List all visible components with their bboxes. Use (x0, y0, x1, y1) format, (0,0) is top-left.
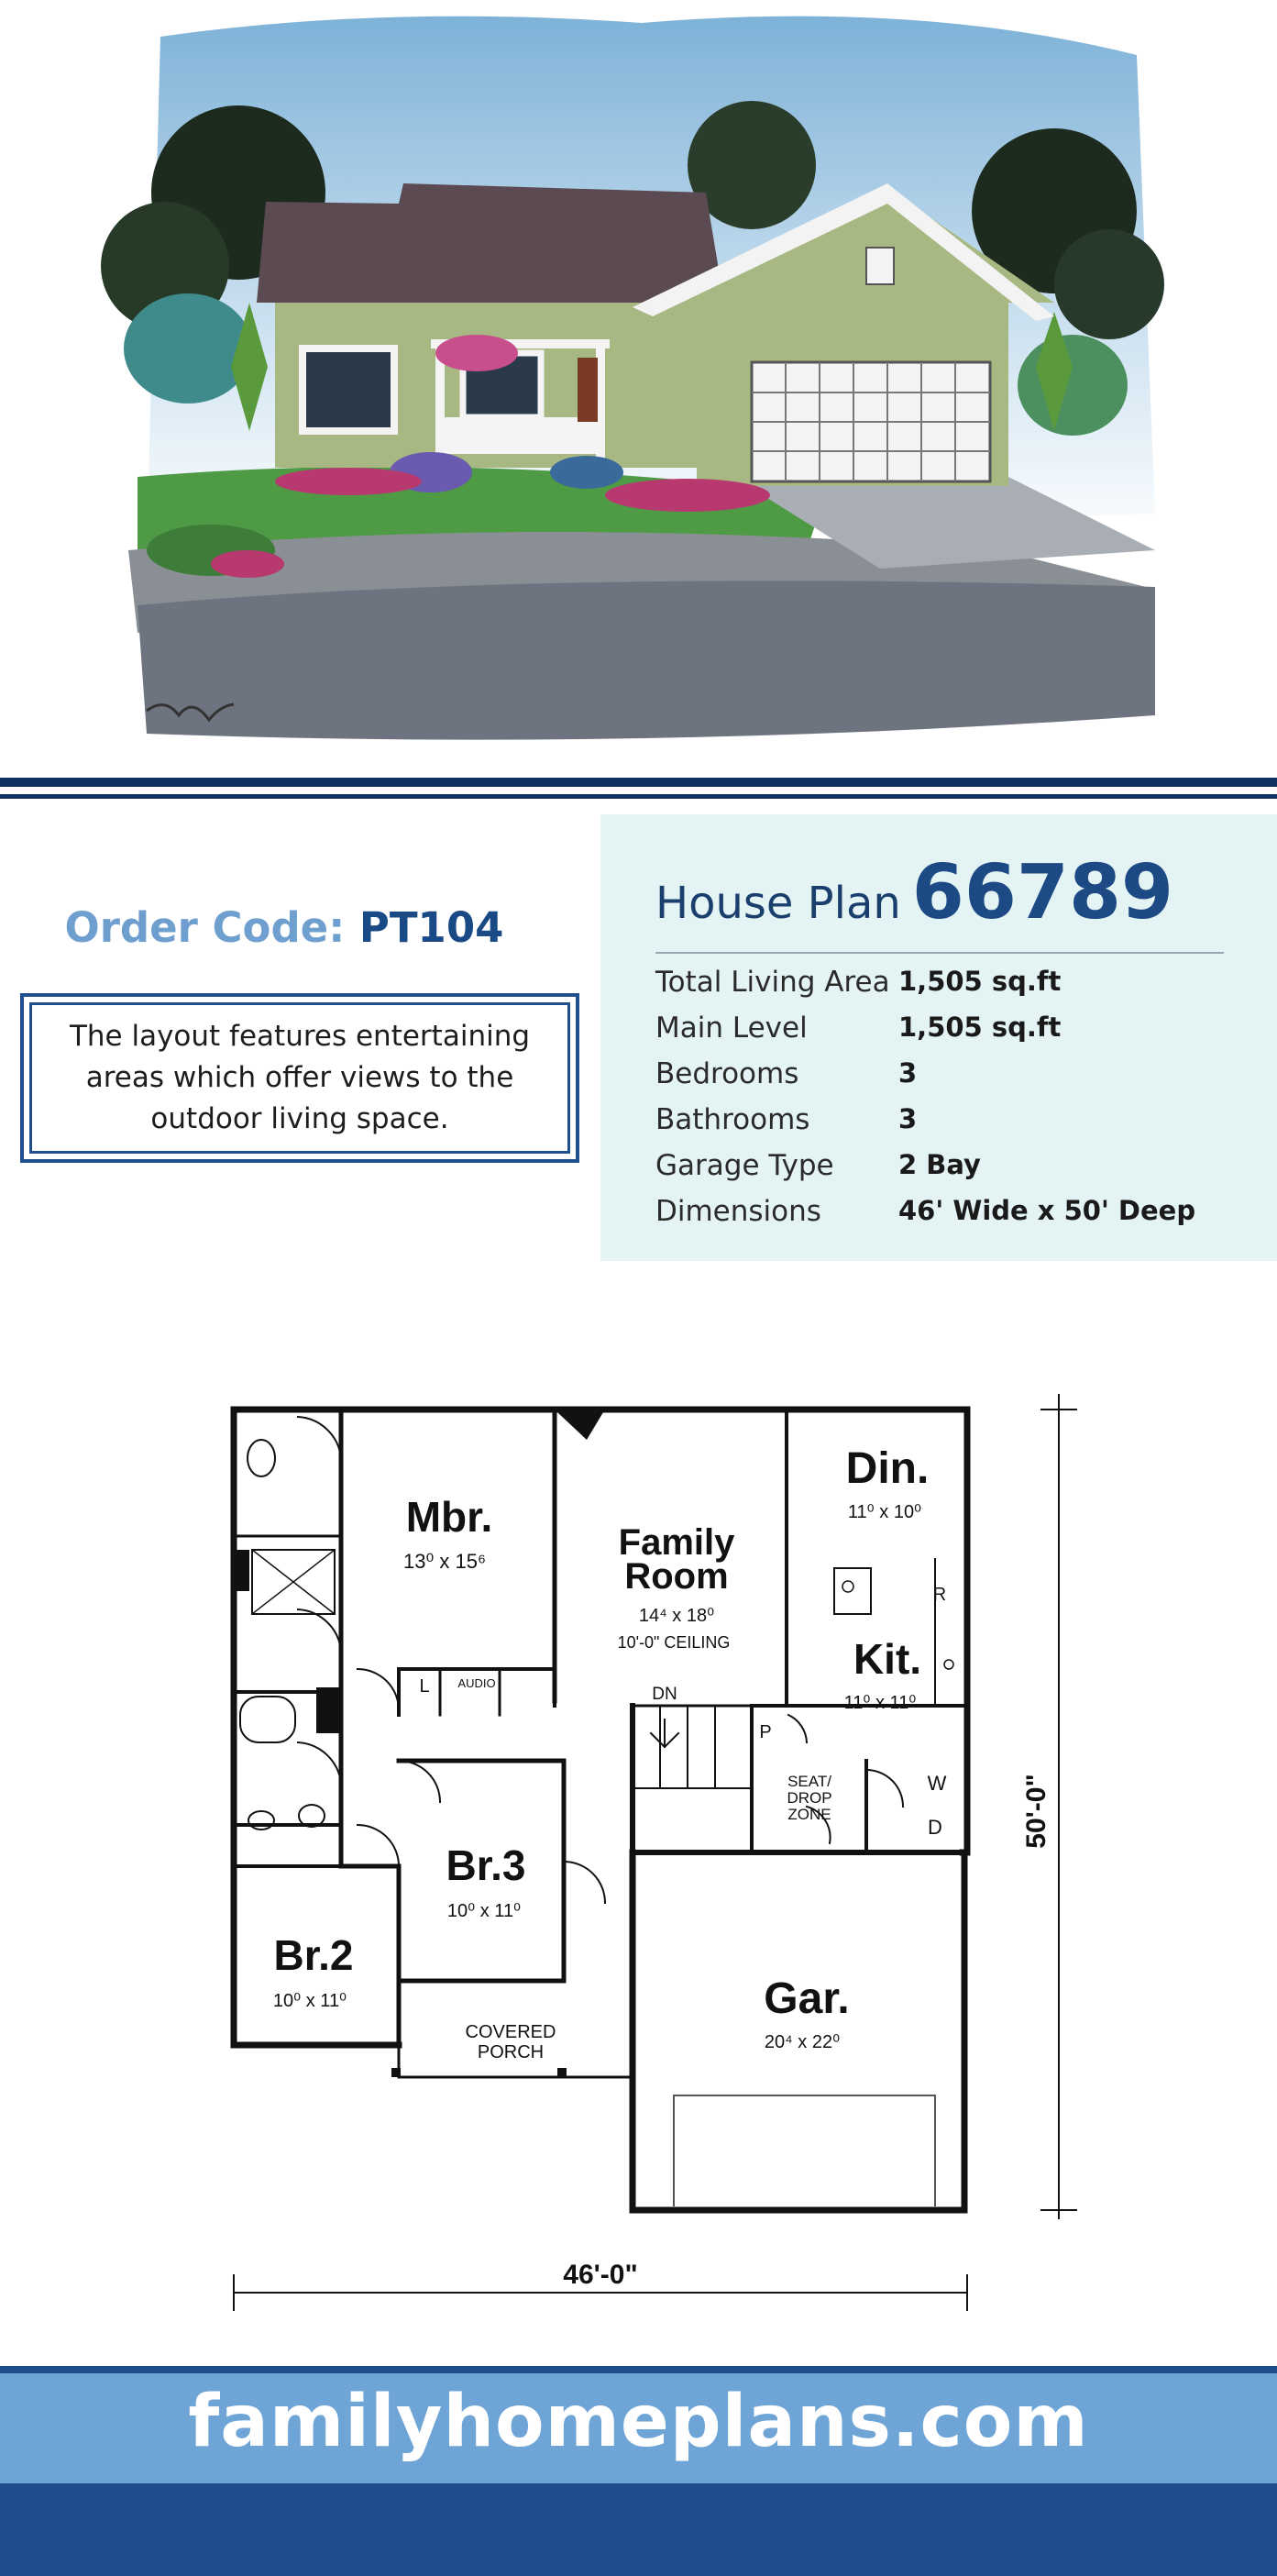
room-dims-br3: 10⁰ x 11⁰ (446, 1901, 522, 1921)
room-label-family-2: Room (624, 1556, 729, 1597)
spec-value: 1,505 sq.ft (898, 966, 1062, 997)
room-label-porch-1: COVERED (465, 2022, 556, 2042)
room-label-mbr: Mbr. (405, 1493, 493, 1541)
order-code-value: PT104 (358, 903, 504, 952)
spec-value: 46' Wide x 50' Deep (898, 1195, 1196, 1226)
room-label-family-1: Family (618, 1522, 735, 1563)
room-label-seat-2: DROP (787, 1789, 832, 1807)
plan-title-label: House Plan (655, 878, 901, 929)
divider-thick (0, 778, 1277, 787)
room-dims-din: 11⁰ x 10⁰ (847, 1502, 922, 1522)
room-label-gar: Gar. (764, 1974, 850, 2023)
tag-audio: AUDIO (457, 1676, 496, 1690)
spec-key: Garage Type (655, 1149, 834, 1182)
plan-title (655, 849, 1173, 936)
tag-l: L (419, 1676, 430, 1697)
room-label-br3: Br.3 (446, 1841, 526, 1889)
tag-r: R (932, 1585, 947, 1605)
room-label-din: Din. (845, 1444, 930, 1493)
floor-plan (206, 1376, 1095, 2320)
spec-value: 2 Bay (898, 1149, 981, 1180)
spec-key: Total Living Area (655, 966, 890, 999)
spec-row-bathrooms (655, 1103, 1242, 1149)
divider-thin (0, 794, 1277, 799)
tag-w: W (927, 1772, 947, 1795)
order-code-label: Order Code: (64, 903, 346, 952)
site-url[interactable]: familyhomeplans.com (188, 2381, 1089, 2463)
tag-p: P (759, 1722, 772, 1742)
description-box (20, 993, 579, 1163)
depth-dimension: 50'-0" (1021, 1774, 1051, 1849)
spec-row-dimensions (655, 1195, 1242, 1241)
spec-row-garage-type (655, 1149, 1242, 1195)
room-dims-family: 14⁴ x 18⁰ (638, 1606, 715, 1626)
spec-panel (600, 814, 1277, 1261)
tag-d: D (928, 1816, 942, 1839)
room-dims-br2: 10⁰ x 11⁰ (272, 1991, 347, 2011)
room-dims-kit: 11⁰ x 11⁰ (843, 1693, 917, 1713)
tag-dn: DN (652, 1685, 677, 1704)
plan-number: 66789 (911, 849, 1174, 936)
spec-key: Main Level (655, 1012, 808, 1045)
spec-value: 1,505 sq.ft (898, 1012, 1062, 1043)
room-dims-gar: 20⁴ x 22⁰ (764, 2032, 841, 2052)
room-label-kit: Kit. (853, 1635, 922, 1683)
spec-key: Bedrooms (655, 1057, 799, 1090)
spec-row-main-level (655, 1012, 1242, 1057)
footer-bottom-strip (0, 2483, 1277, 2576)
spec-key: Dimensions (655, 1195, 821, 1228)
width-dimension: 46'-0" (563, 2260, 638, 2290)
spec-divider (655, 952, 1224, 954)
room-dims-mbr: 13⁰ x 15⁶ (402, 1550, 487, 1573)
spec-value: 3 (898, 1103, 918, 1134)
spec-row-total-area (655, 966, 1242, 1012)
spec-row-bedrooms (655, 1057, 1242, 1103)
room-label-porch-2: PORCH (477, 2042, 545, 2062)
room-label-br2: Br.2 (273, 1931, 354, 1979)
spec-value: 3 (898, 1057, 918, 1089)
plan-description: The layout features entertaining areas which offer views to the outdoor living space. (29, 1002, 570, 1154)
house-rendering-image (0, 0, 1277, 770)
order-code (37, 903, 532, 952)
spec-key: Bathrooms (655, 1103, 810, 1136)
footer-top-strip (0, 2366, 1277, 2373)
room-label-seat-1: SEAT/ (787, 1773, 831, 1790)
room-label-seat-3: ZONE (787, 1806, 831, 1823)
room-note-family: 10'-0" CEILING (617, 1633, 731, 1652)
